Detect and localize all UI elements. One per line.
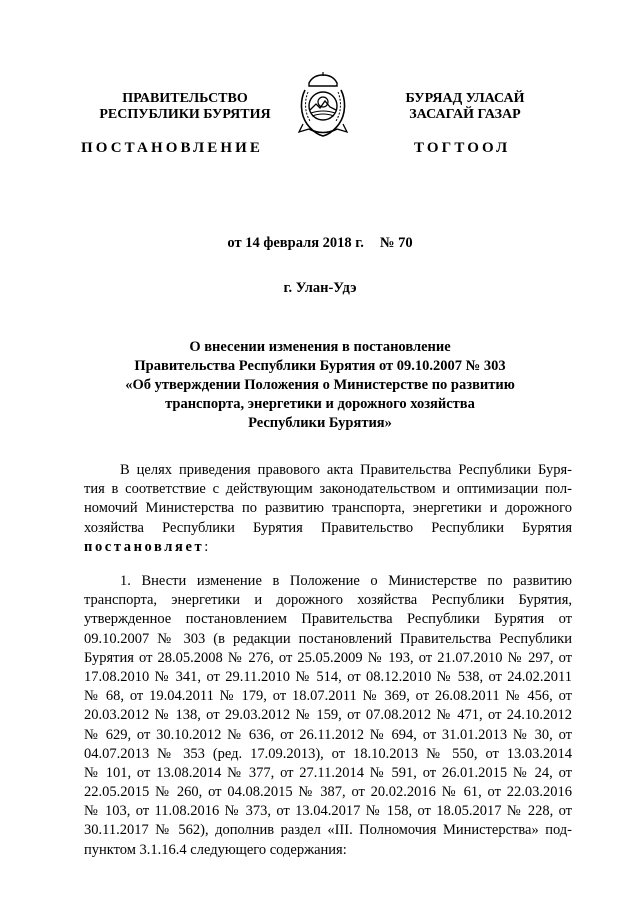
item-1-line: 20.03.2012 № 138, от 29.03.2012 № 159, от 07.08.2012 № 471, от 24.10.2012 bbox=[84, 707, 572, 724]
title-line: Правительства Республики Бурятия от 09.10.2007 № 303 bbox=[134, 358, 506, 374]
issuer-ru bbox=[95, 91, 275, 123]
title-line: Республики Бурятия» bbox=[248, 415, 392, 431]
item-1-line: утвержденное постановлением Правительства Республики Бурятия от bbox=[84, 611, 572, 628]
decree-line bbox=[84, 538, 572, 557]
item-1-line: 04.07.2013 № 353 (ред. 17.09.2013), от 18.10.2013 № 550, от 13.03.2014 bbox=[84, 745, 572, 762]
item-1-line: 09.10.2007 № 303 (в редакции постановлений Правительства Республики bbox=[84, 630, 572, 647]
item-1-line: № 101, от 13.08.2014 № 377, от 27.11.2014 № 591, от 26.01.2015 № 24, от bbox=[84, 764, 572, 781]
item-1-paragraph bbox=[84, 572, 572, 860]
decree-word: постановляет bbox=[84, 538, 205, 555]
item-1-line: № 68, от 19.04.2011 № 179, от 18.07.2011 № 369, от 26.08.2011 № 456, от bbox=[84, 688, 572, 705]
preamble-line: хозяйства Республики Бурятия Правительство Республики Бурятия bbox=[84, 519, 572, 536]
document-city: г. Улан-Удэ bbox=[283, 280, 357, 296]
issuer-ru-line2: РЕСПУБЛИКИ БУРЯТИЯ bbox=[99, 107, 271, 122]
item-1-line: № 629, от 30.10.2012 № 636, от 26.11.2012 № 694, от 31.01.2013 № 30, от bbox=[84, 726, 572, 743]
document-kind-ru: ПОСТАНОВЛЕНИЕ bbox=[81, 140, 264, 156]
issuer-bua-line1: БУРЯАД УЛАСАЙ bbox=[405, 91, 525, 106]
preamble-line: В целях приведения правового акта Правительства Республики Буря- bbox=[120, 462, 572, 478]
decree-colon: : bbox=[204, 538, 209, 555]
item-1-line: 17.08.2010 № 341, от 29.11.2010 № 514, от 08.12.2010 № 538, от 24.02.2011 bbox=[84, 668, 572, 685]
date-number-line bbox=[0, 234, 640, 252]
item-1-line: 30.11.2017 № 562), дополнив раздел «III. Полномочия Министерства» под- bbox=[84, 822, 572, 839]
item-1-line: 1. Внести изменение в Положение о Министерстве по развитию bbox=[120, 573, 572, 589]
item-1-line: Бурятия от 28.05.2008 № 276, от 25.05.2009 № 193, от 21.07.2010 № 297, от bbox=[84, 649, 572, 666]
document-date: от 14 февраля 2018 г. bbox=[227, 235, 364, 251]
document-kind-bua: ТОГТООЛ bbox=[414, 140, 511, 156]
preamble-paragraph bbox=[84, 461, 572, 557]
item-1-line: № 103, от 11.08.2016 № 373, от 13.04.2017 № 158, от 18.05.2017 № 228, от bbox=[84, 803, 572, 820]
title-line: транспорта, энергетики и дорожного хозяйства bbox=[165, 396, 475, 412]
preamble-line: номочий Министерства по развитию транспорта, энергетики и дорожного bbox=[84, 500, 572, 517]
issuer-bua-line2: ЗАСАГАЙ ГАЗАР bbox=[409, 107, 521, 122]
coat-of-arms-emblem bbox=[297, 72, 349, 138]
item-1-line: пунктом 3.1.16.4 следующего содержания: bbox=[84, 841, 347, 858]
preamble-line: тия в соответствие с действующим законодательством и оптимизации пол- bbox=[84, 481, 572, 498]
issuer-bua bbox=[365, 91, 565, 123]
document-title bbox=[100, 338, 540, 433]
issuer-ru-line1: ПРАВИТЕЛЬСТВО bbox=[122, 91, 248, 106]
item-1-line: транспорта, энергетики и дорожного хозяйства Республики Бурятия, bbox=[84, 592, 572, 609]
document-number: № 70 bbox=[379, 235, 413, 251]
title-line: О внесении изменения в постановление bbox=[189, 339, 451, 355]
title-line: «Об утверждении Положения о Министерстве по развитию bbox=[125, 377, 515, 393]
item-1-line: 22.05.2015 № 260, от 04.08.2015 № 387, от 20.02.2016 № 61, от 22.03.2016 bbox=[84, 784, 572, 801]
